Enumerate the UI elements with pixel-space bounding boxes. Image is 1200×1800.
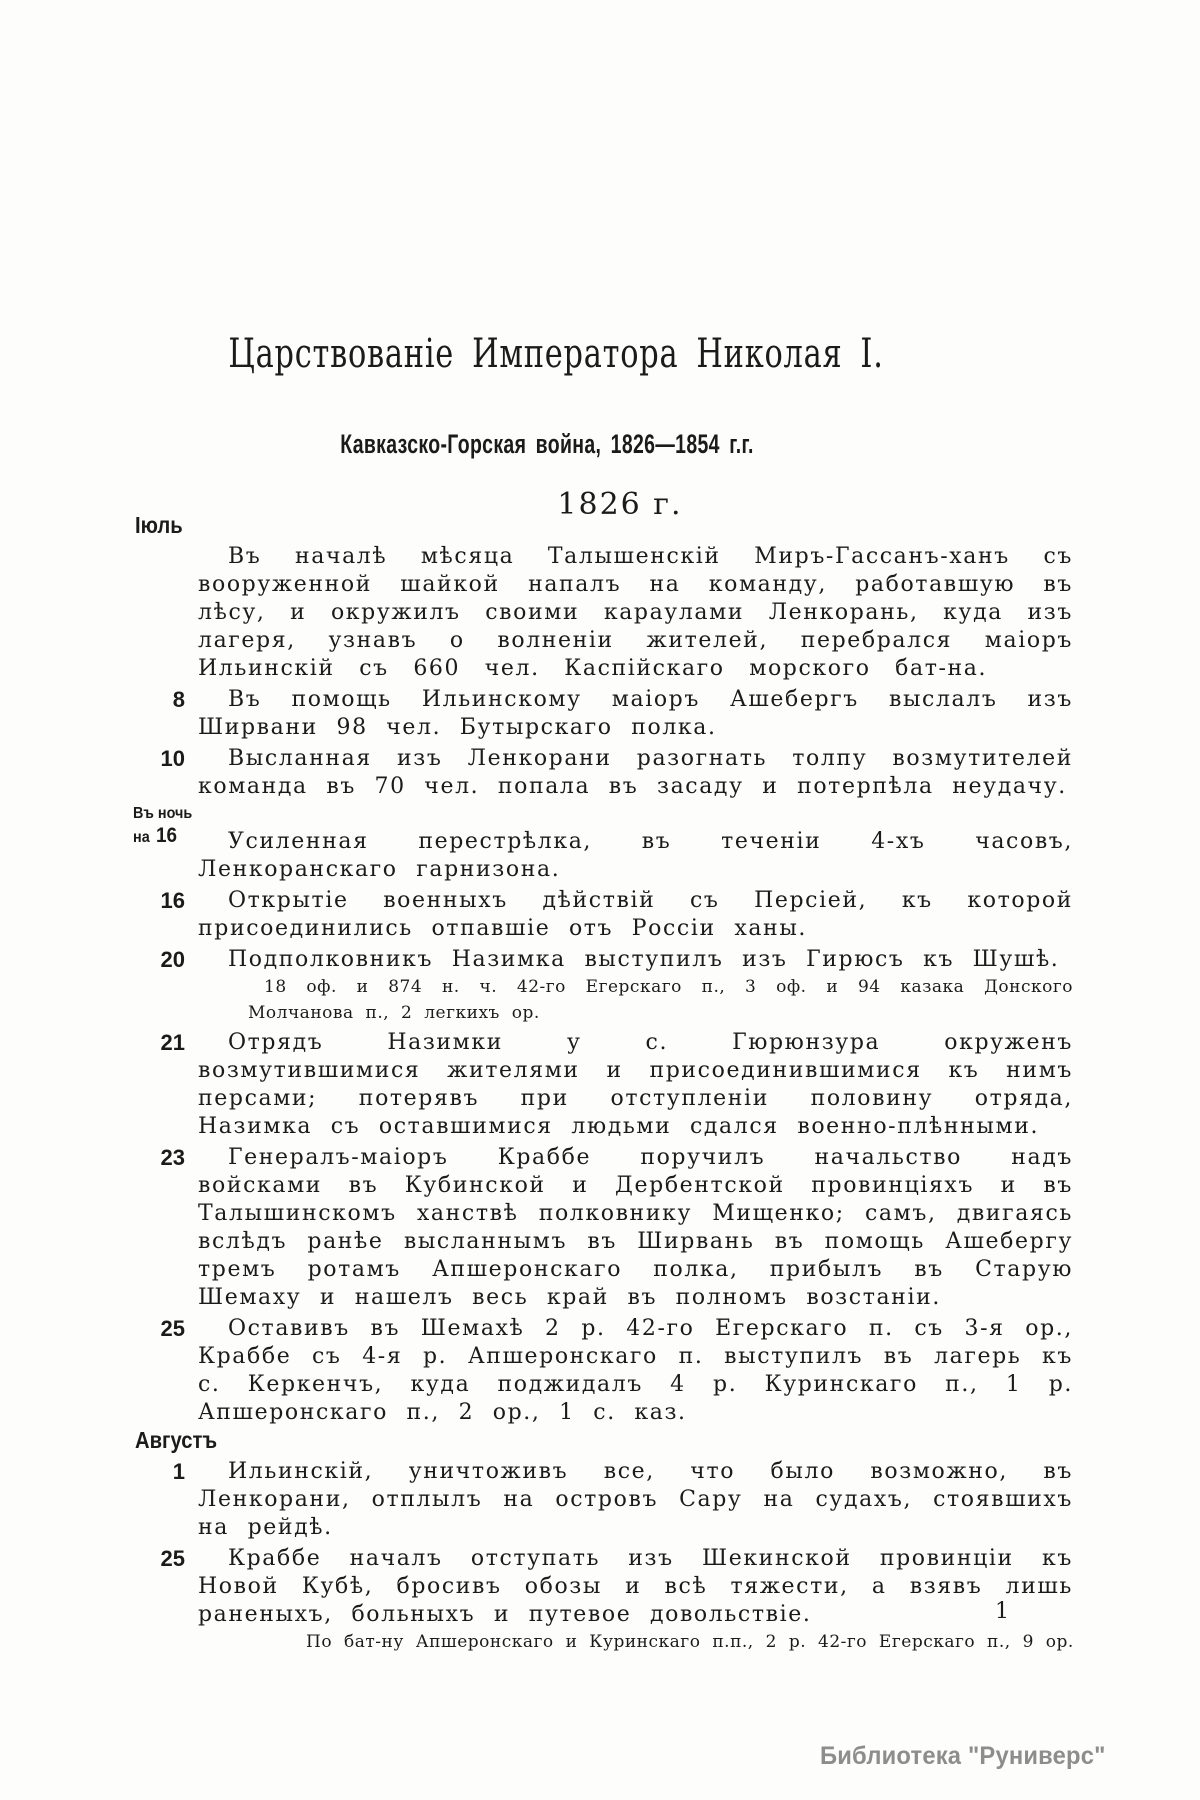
page-subtitle: Кавказско-Горская война, 1826—1854 г.г. xyxy=(340,429,754,459)
chronicle-entry xyxy=(160,1545,1074,1655)
entry-day-prefix: на xyxy=(133,829,150,846)
entry-day-line xyxy=(133,825,205,849)
entry-day: 21 xyxy=(160,1030,185,1055)
chronicle-entry xyxy=(172,1458,1073,1542)
entry-note: 18 оф. и 874 н. ч. 42-го Егерскаго п., 3 оф. и 94 казака Донского Молчанова п., 2 легкихъ ор. xyxy=(248,977,1073,1023)
month-label-august: Августъ xyxy=(135,1427,218,1453)
page-title: Царствованіе Императора Николая I. xyxy=(228,331,884,377)
chronicle-entry xyxy=(160,1029,1073,1141)
entry-text: Ильинскій, уничтоживъ все, что было возможно, въ Ленкорани, отплылъ на островъ Сару на судахъ, стоявшихъ на рейдѣ. xyxy=(198,1459,1073,1540)
entry-day: 25 xyxy=(160,1316,185,1341)
entry-day: 20 xyxy=(160,947,185,972)
chronicle-entry xyxy=(172,686,1073,742)
entry-text: Въ началѣ мѣсяца Талышенскій Миръ-Гассанъ-ханъ съ вооруженной шайкой напалъ на команду, работавшую въ лѣсу, и окружилъ своими караулами Ленкорань, куда изъ лагеря, узнавъ о волненіи жителей, перебрался маіоръ Ильинскій съ 660 чел. Каспійскаго морского бат-на. xyxy=(198,544,1073,681)
library-watermark: Библиотека "Руниверс" xyxy=(820,1742,1106,1770)
chronicle-entry xyxy=(160,1315,1073,1427)
entry-day: 10 xyxy=(160,746,185,771)
page-number: 1 xyxy=(995,1599,1009,1624)
chronicle-entry xyxy=(160,946,1073,1026)
entry-day: 1 xyxy=(172,1459,185,1484)
entry-day-group xyxy=(133,803,205,849)
entry-text: Генералъ-маіоръ Краббе поручилъ начальство надъ войсками въ Кубинской и Дербентской провинціяхъ и въ Талышинскомъ ханствѣ полковнику Мищенко; самъ, двигаясь вслѣдъ ранѣе высланнымъ въ Ширвань въ помощь Ашебергу тремъ ротамъ Апшеронскаго полка, прибылъ въ Старую Шемаху и нашелъ весь край въ полномъ возстаніи. xyxy=(198,1145,1073,1310)
chronicle-entry xyxy=(160,887,1073,943)
year-heading: 1826 г. xyxy=(557,487,683,522)
entry-day: 16 xyxy=(160,888,185,913)
chronicle-entry xyxy=(198,543,1073,683)
entry-day-note: Въ ночь xyxy=(133,805,193,822)
entry-text: Отрядъ Назимки у с. Гюрюнзура окруженъ возмутившимися жителями и присоединившимися къ нимъ персами; потерявъ при отступленіи половину отряда, Назимка съ оставшимися людьми сдался военно-плѣнными. xyxy=(198,1030,1073,1139)
entry-day: 16 xyxy=(156,824,178,847)
entry-day: 23 xyxy=(160,1145,185,1170)
entry-text: Открытіе военныхъ дѣйствій съ Персіей, къ которой присоединились отпавшіе отъ Россіи ханы. xyxy=(198,888,1073,941)
entry-text: Подполковникъ Назимка выступилъ изъ Гирюсъ къ Шушѣ. xyxy=(228,947,1060,972)
chronicle-entry xyxy=(160,745,1073,801)
chronicle-entry xyxy=(133,805,1073,884)
entry-day: 25 xyxy=(160,1546,185,1571)
month-label-july: Іюль xyxy=(135,512,183,538)
chronicle-entry xyxy=(160,1144,1073,1312)
entry-note: По бат-ну Апшеронскаго и Куринскаго п.п., 2 р. 42-го Егерскаго п., 9 ор. xyxy=(306,1632,1074,1652)
entry-text: Краббе началъ отступать изъ Шекинской провинціи къ Новой Кубѣ, бросивъ обозы и всѣ тяжести, а взявъ лишь раненыхъ, больныхъ и путевое довольствіе. xyxy=(198,1546,1073,1627)
entry-text: Въ помощь Ильинскому маіоръ Ашебергъ выслалъ изъ Ширвани 98 чел. Бутырскаго полка. xyxy=(198,687,1073,740)
chronicle-content xyxy=(0,512,1200,1655)
entry-text: Оставивъ въ Шемахѣ 2 р. 42-го Егерскаго п. съ 3-я ор., Краббе съ 4-я р. Апшеронскаго п. выступилъ въ лагерь къ с. Керкенчъ, куда поджидалъ 4 р. Куринскаго п., 1 р. Апшеронскаго п., 2 ор., 1 с. каз. xyxy=(198,1316,1073,1425)
entry-day: 8 xyxy=(172,687,185,712)
entry-text: Усиленная перестрѣлка, въ теченіи 4-хъ часовъ, Ленкоранскаго гарнизона. xyxy=(198,829,1073,882)
entry-text: Высланная изъ Ленкорани разогнать толпу возмутителей команда въ 70 чел. попала въ засаду и потерпѣла неудачу. xyxy=(198,746,1073,799)
